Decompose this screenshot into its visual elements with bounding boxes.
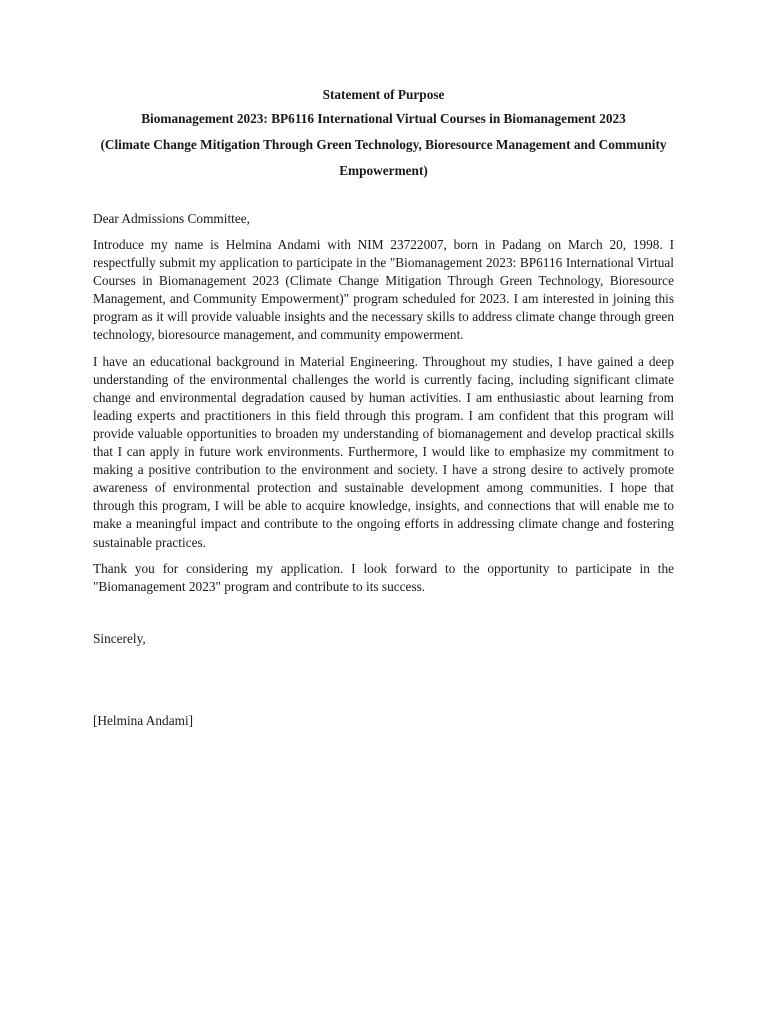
paragraph-background: I have an educational background in Material Engineering. Throughout my studies, I have gained a deep understanding of the environmental challenges the world is currently facing, including significant climate change and environmental degradation caused by human activities. I am enthusiastic about learning from leading experts and practitioners in this field through this program. I am confident that this program will provide valuable opportunities to broaden my understanding of biomanagement and develop practical skills that I can apply in future work environments. Furthermore, I would like to emphasize my commitment to making a positive contribution to the environment and society. I have a strong desire to actively promote awareness of environmental protection and sustainable development among communities. I hope that through this program, I will be able to acquire knowledge, insights, and connections that will enable me to make a meaningful impact and contribute to the ongoing efforts in addressing climate change and fostering sustainable practices. [93,353,674,550]
document-subtitle: Biomanagement 2023: BP6116 International Virtual Courses in Biomanagement 2023 [141,111,626,126]
document-title: Statement of Purpose [322,87,445,102]
paragraph-introduction: Introduce my name is Helmina Andami with NIM 23722007, born in Padang on March 20, 1998. I respectfully submit my application to participate in the "Biomanagement 2023: BP6116 International Virtual Courses in Biomanagement 2023 (Climate Change Mitigation Through Green Technology, Bioresource Management, and Community Empowerment)" program scheduled for 2023. I am interested in joining this program as it will provide valuable insights and the necessary skills to address climate change through green technology, bioresource management, and community empowerment. [93,237,674,343]
program-name: (Climate Change Mitigation Through Green Technology, Bioresource Management and Community Empowerment) [100,137,667,178]
document-page [93,86,674,730]
paragraph-thanks: Thank you for considering my application. I look forward to the opportunity to participate in the "Biomanagement 2023" program and contribute to its success. [93,560,674,594]
closing: Sincerely, [93,630,146,646]
salutation: Dear Admissions Committee, [93,211,250,226]
signature: [Helmina Andami] [93,712,194,728]
